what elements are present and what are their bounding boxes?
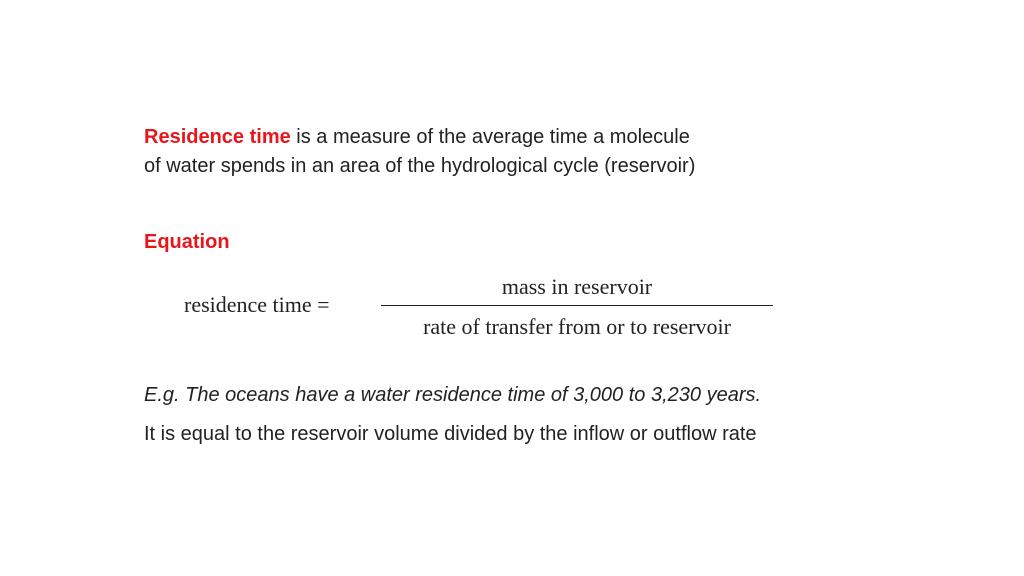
note-text: It is equal to the reservoir volume divided by the inflow or outflow rate [144, 423, 757, 445]
fraction-bar [381, 305, 773, 306]
definition-line1-text: is a measure of the average time a molecule [290, 126, 690, 148]
equation-numerator: mass in reservoir [501, 274, 653, 299]
example-text: E.g. The oceans have a water residence time of 3,000 to 3,230 years. [144, 384, 762, 406]
equation-denominator: rate of transfer from or to reservoir [423, 314, 731, 339]
definition-line2-text: of water spends in an area of the hydrological cycle (reservoir) [144, 155, 696, 177]
equation-heading: Equation [144, 231, 230, 253]
definition-term: Residence time [144, 126, 291, 148]
equation-lhs: residence time = [184, 292, 330, 317]
equation-formula [184, 272, 784, 344]
equation-fraction [381, 272, 773, 344]
definition-paragraph [144, 123, 844, 181]
